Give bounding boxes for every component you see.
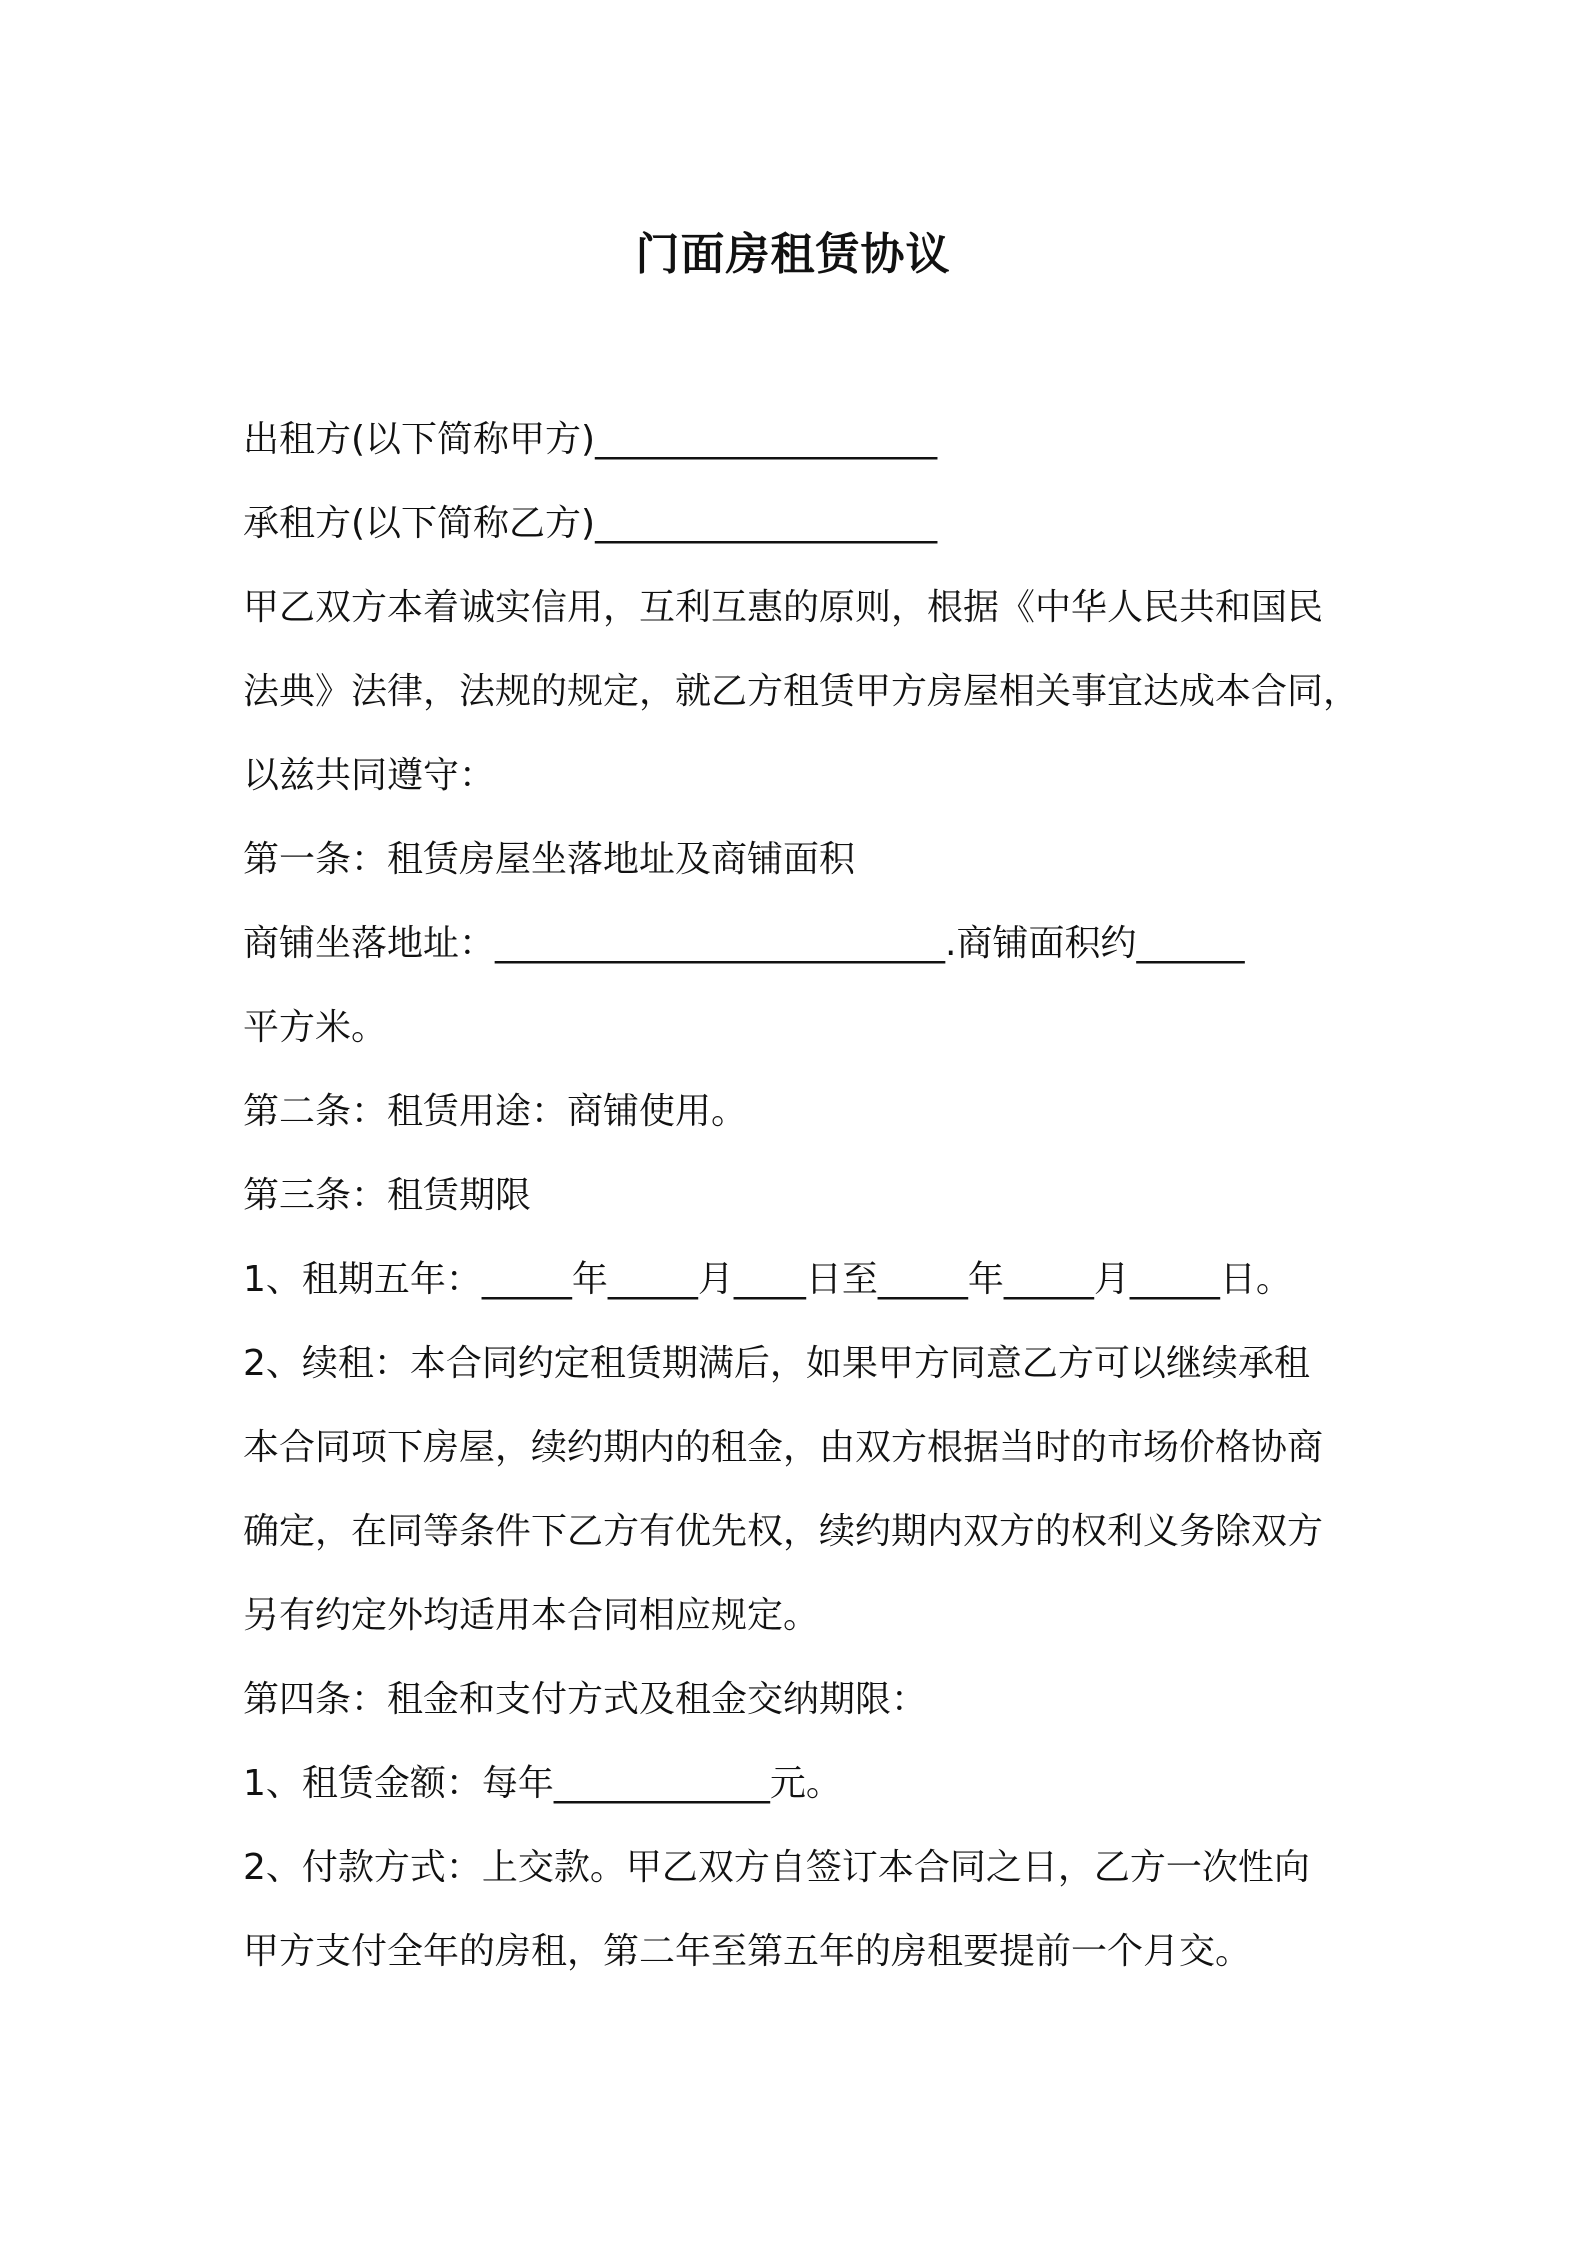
shop-address-line: 商铺坐落地址：_________________________.商铺面积约______ [243, 923, 1245, 964]
document-title: 门面房租赁协议 [635, 229, 951, 280]
document-body [243, 398, 1358, 1994]
renewal-line-2: 本合同项下房屋，续约期内的租金，由双方根据当时的市场价格协商 [243, 1427, 1324, 1468]
lease-term-line: 1、租期五年：_____年_____月____日至_____年_____月_____日。 [243, 1259, 1292, 1300]
lessor-line: 出租方(以下简称甲方)___________________ [243, 419, 938, 460]
payment-method-line-1: 2、付款方式：上交款。甲乙双方自签订本合同之日，乙方一次性向 [243, 1847, 1310, 1888]
shop-area-unit-line: 平方米。 [243, 1007, 388, 1048]
renewal-line-4: 另有约定外均适用本合同相应规定。 [243, 1595, 820, 1636]
article-3-heading: 第三条：租赁期限 [243, 1175, 532, 1216]
preamble-line-3: 以兹共同遵守： [243, 755, 496, 796]
rent-amount-line: 1、租赁金额：每年____________元。 [243, 1763, 842, 1804]
renewal-line-1: 2、续租：本合同约定租赁期满后，如果甲方同意乙方可以继续承租 [243, 1343, 1310, 1384]
payment-method-line-2: 甲方支付全年的房租，第二年至第五年的房租要提前一个月交。 [243, 1931, 1252, 1972]
article-1-heading: 第一条：租赁房屋坐落地址及商铺面积 [243, 839, 856, 880]
preamble-line-2: 法典》法律，法规的规定，就乙方租赁甲方房屋相关事宜达成本合同， [243, 671, 1360, 712]
preamble-line-1: 甲乙双方本着诚实信用，互利互惠的原则，根据《中华人民共和国民 [243, 587, 1324, 628]
lessee-line: 承租方(以下简称乙方)___________________ [243, 503, 938, 544]
article-4-heading: 第四条：租金和支付方式及租金交纳期限： [243, 1679, 928, 1720]
article-2-heading: 第二条：租赁用途：商铺使用。 [243, 1091, 748, 1132]
renewal-line-3: 确定，在同等条件下乙方有优先权，续约期内双方的权利义务除双方 [243, 1511, 1324, 1552]
